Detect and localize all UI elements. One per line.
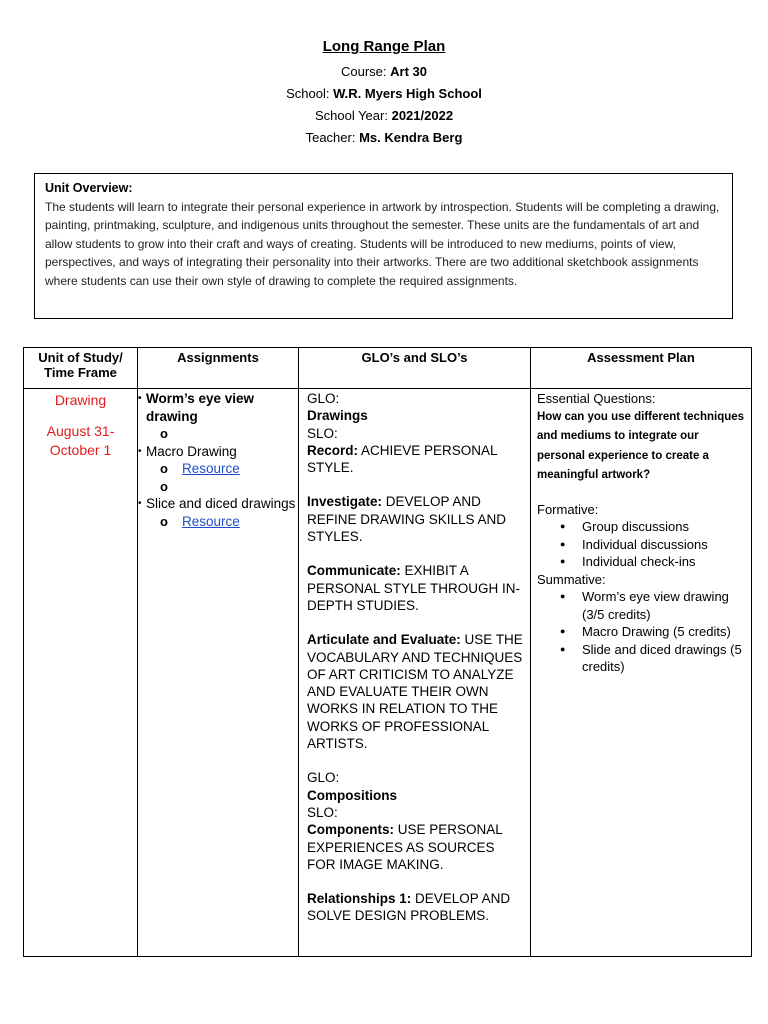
list-item: ● Individual discussions [537, 536, 745, 554]
summative-label: Summative: [537, 571, 606, 587]
school-year-line [0, 105, 768, 127]
sub-item: o [160, 478, 168, 494]
slo-relationships: Relationships 1: DEVELOP AND SOLVE DESIGN PROBLEMS. [307, 891, 511, 924]
table-row [24, 389, 752, 957]
course-line [0, 61, 768, 83]
header-assignments: Assignments [138, 348, 299, 389]
slo-label: SLO: [307, 804, 338, 820]
school-label: School: [286, 86, 330, 101]
header-glo-slo: GLO’s and SLO’s [299, 348, 531, 389]
teacher-value: Ms. Kendra Berg [359, 130, 463, 145]
list-item: ● Macro Drawing (5 credits) [537, 623, 745, 641]
teacher-line [0, 127, 768, 149]
list-item: ● Individual check-ins [537, 553, 745, 571]
slo-label: SLO: [307, 425, 338, 441]
slo-communicate: Communicate: EXHIBIT A PERSONAL STYLE THROUGH IN-DEPTH STUDIES. [307, 563, 521, 613]
assignment-item: • Worm’s eye view drawing [138, 390, 298, 425]
resource-link[interactable]: Resource [182, 461, 240, 476]
assignments-cell [138, 389, 299, 957]
sub-item: o Resource [160, 513, 240, 529]
list-item: ● Worm’s eye view drawing (3/5 credits) [537, 588, 745, 623]
assignment-item: • Macro Drawing [138, 443, 298, 461]
unit-overview-title: Unit Overview: [45, 181, 133, 195]
glo-compositions: Compositions [307, 787, 397, 803]
essential-question: How can you use different techniques and mediums to integrate our personal experience to create a meaningful artwork? [537, 410, 745, 481]
school-year-value: 2021/2022 [391, 108, 454, 123]
school-value: W.R. Myers High School [333, 86, 482, 101]
formative-label: Formative: [537, 501, 599, 517]
essential-questions-label: Essential Questions: [537, 391, 656, 406]
assessment-cell [531, 389, 752, 957]
glo-drawings: Drawings [307, 408, 368, 424]
document-header [0, 38, 768, 149]
assignment-item: • Slice and diced drawings [138, 495, 298, 513]
slo-record: Record: ACHIEVE PERSONAL STYLE. [307, 442, 498, 476]
header-unit-of-study: Unit of Study/ Time Frame [24, 348, 138, 389]
sub-item: o Resource [160, 461, 240, 476]
list-item: ● Group discussions [537, 518, 745, 536]
glo-slo-cell [299, 389, 531, 957]
unit-overview-box [34, 173, 733, 319]
school-line [0, 83, 768, 105]
plan-table [23, 347, 752, 957]
page-title: Long Range Plan [322, 38, 446, 55]
unit-overview-text: The students will learn to integrate their personal experience in artwork by introspection. Students will be completing a drawing, painting, printmaking, sculpture, and indigenous units throughout the semester. These units are the fundamentals of art and allow students to grow into their craft and ways of creating. Students will be introduced to new mediums, points of view, perspectives, and ways of integrating their personality into their artworks. There are two additional sketchbook assignments where students can use their own style of drawing to complete the required assignments. [45, 199, 720, 288]
teacher-label: Teacher: [305, 130, 356, 145]
glo-label: GLO: [307, 770, 340, 786]
slo-components: Components: USE PERSONAL EXPERIENCES AS SOURCES FOR IMAGE MAKING. [307, 822, 503, 872]
slo-investigate: Investigate: DEVELOP AND REFINE DRAWING SKILLS AND STYLES. [307, 494, 507, 545]
formative-list [537, 518, 745, 571]
header-assessment-plan: Assessment Plan [531, 348, 752, 389]
resource-link[interactable]: Resource [182, 513, 240, 529]
unit-name: Drawing [54, 392, 107, 408]
glo-label: GLO: [307, 391, 340, 406]
sub-item: o [160, 426, 168, 441]
table-header-row [24, 348, 752, 389]
list-item: ● Slide and diced drawings (5 credits) [537, 641, 745, 676]
course-label: Course: [340, 64, 387, 79]
summative-list [537, 588, 745, 676]
unit-cell [24, 389, 138, 957]
unit-dates: August 31- October 1 [46, 423, 115, 458]
school-year-label: School Year: [314, 108, 388, 123]
slo-articulate: Articulate and Evaluate: USE THE VOCABULARY AND TECHNIQUES OF ART CRITICISM TO ANALYZE AND EVALUATE THEIR OWN WORKS IN RELATION TO THE WORKS OF PROFESSIONAL ARTISTS. [307, 632, 523, 752]
course-value: Art 30 [390, 64, 427, 79]
